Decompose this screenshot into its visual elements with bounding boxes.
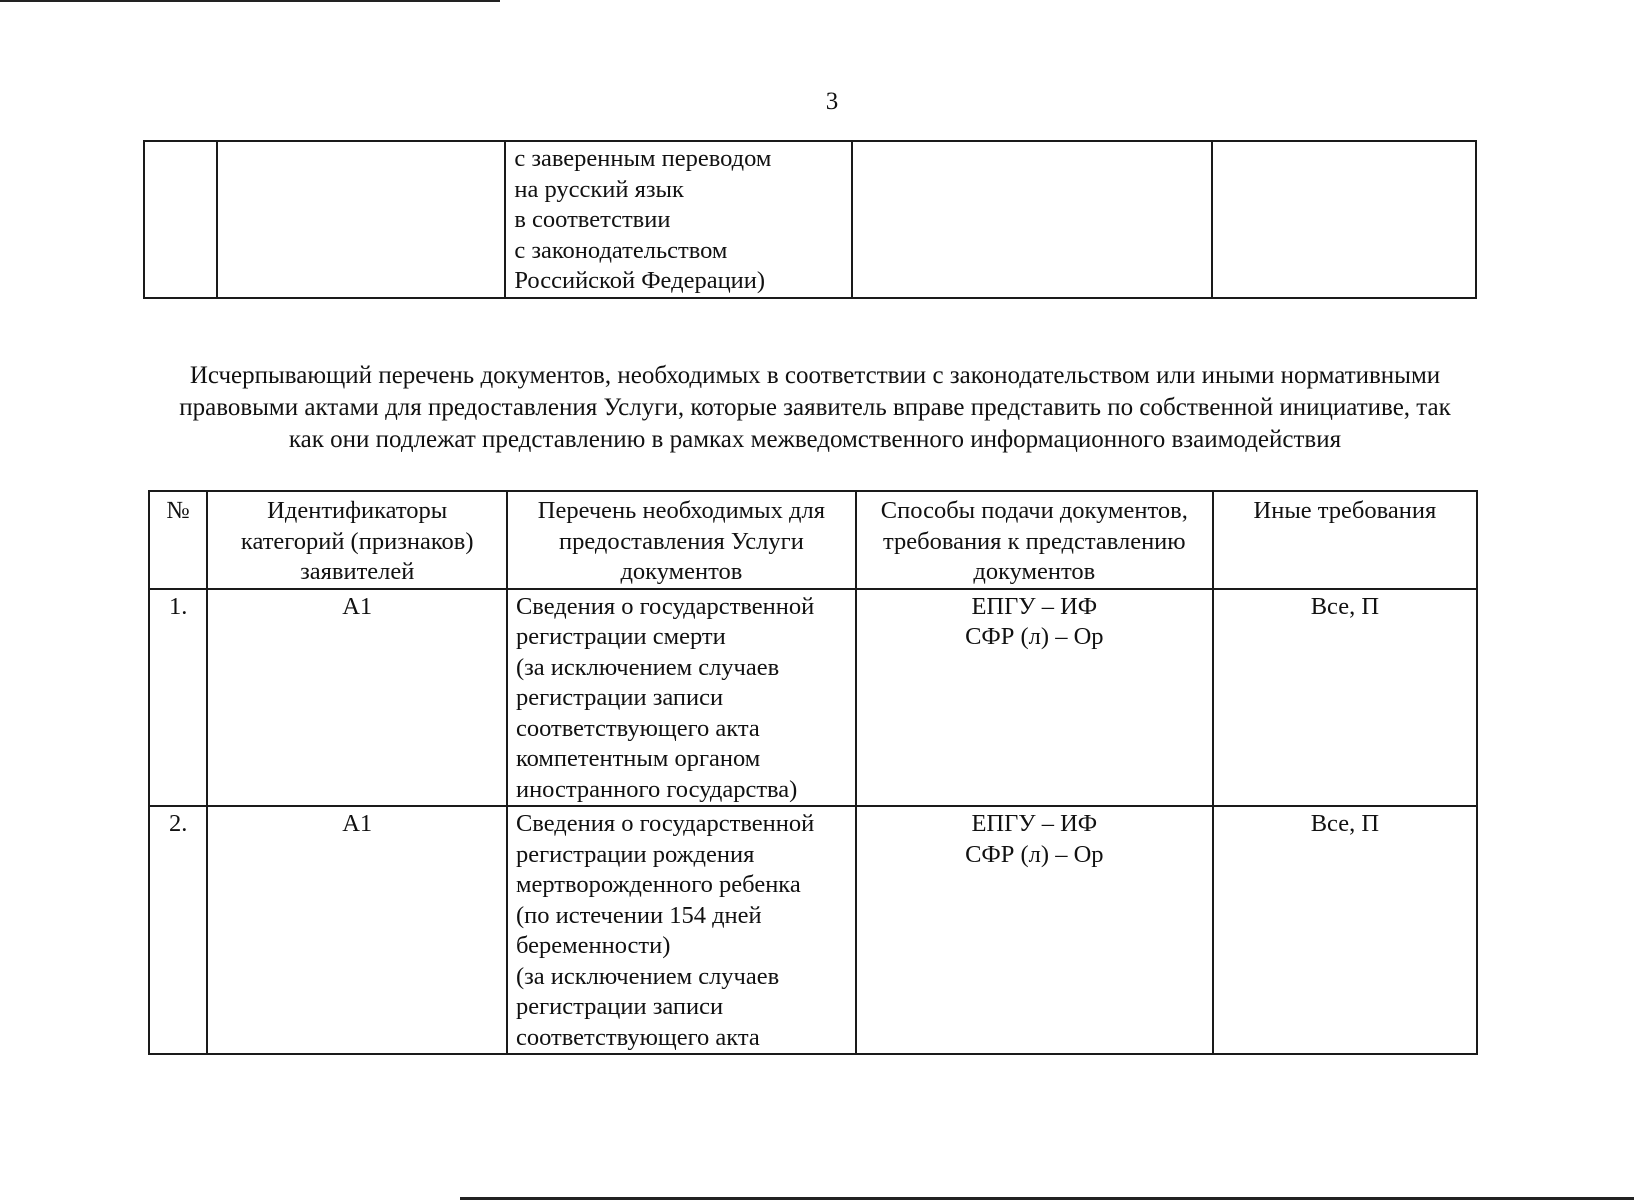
header-line: заявителей — [300, 558, 415, 585]
header-documents — [507, 491, 856, 589]
document-line: (за исключением случаев — [515, 653, 780, 681]
header-line: Иные требования — [1253, 497, 1437, 524]
document-line: беременности) — [515, 932, 671, 959]
method-line: СФР (л) – Ор — [965, 840, 1104, 868]
documents-table — [148, 490, 1478, 1055]
header-line: категорий (признаков) — [240, 527, 474, 555]
page-number: 3 — [825, 88, 839, 115]
header-line: Способы подачи документов, — [880, 497, 1188, 524]
row-documents — [507, 806, 856, 1054]
document-line: компетентным органом — [515, 745, 761, 772]
table-row — [144, 141, 1476, 298]
document-text-line: Российской Федерации) — [514, 267, 766, 294]
method-line: ЕПГУ – ИФ — [971, 810, 1098, 837]
header-num: № — [149, 491, 207, 589]
document-line: соответствующего акта — [515, 714, 760, 742]
table-header-row — [149, 491, 1477, 589]
continuation-table — [143, 140, 1477, 299]
heading-line: как они подлежат представлению в рамках межведомственного информационного взаимодействия — [288, 426, 1342, 453]
document-line: (за исключением случаев — [515, 962, 780, 990]
num-cell — [144, 141, 217, 298]
document-line: Сведения о государственной — [515, 592, 815, 620]
document-line: регистрации записи — [515, 993, 724, 1020]
row-methods — [856, 589, 1213, 807]
row-methods — [856, 806, 1213, 1054]
method-line: ЕПГУ – ИФ — [971, 592, 1098, 620]
row-identifier: А1 — [207, 589, 506, 807]
header-line: предоставления Услуги — [558, 527, 804, 555]
document-line: Сведения о государственной — [515, 810, 815, 837]
document-line: мертворожденного ребенка — [515, 871, 801, 898]
document-text-line: с законодательством — [514, 236, 728, 264]
row-other: Все, П — [1213, 806, 1477, 1054]
document-line: регистрации записи — [515, 684, 724, 711]
method-cell — [852, 141, 1211, 298]
document-line: регистрации смерти — [515, 623, 726, 650]
header-identifiers — [207, 491, 506, 589]
scan-edge-top — [0, 0, 500, 2]
header-line: Идентификаторы — [267, 497, 448, 524]
row-other: Все, П — [1213, 589, 1477, 807]
row-num: 1. — [149, 589, 207, 807]
section-heading — [150, 360, 1480, 456]
document-text-line: в соответствии — [514, 206, 671, 233]
header-methods — [856, 491, 1213, 589]
document-text-line: на русский язык — [514, 175, 684, 203]
document-line: соответствующего акта — [515, 1023, 760, 1051]
header-line: документов — [620, 558, 743, 585]
document-line: иностранного государства) — [515, 775, 798, 803]
document-cell — [505, 141, 852, 298]
header-line: Перечень необходимых для — [537, 497, 825, 524]
header-other — [1213, 491, 1477, 589]
row-documents — [507, 589, 856, 807]
document-line: (по истечении 154 дней — [515, 901, 762, 929]
row-num: 2. — [149, 806, 207, 1054]
heading-line: правовыми актами для предоставления Услуги, которые заявитель вправе представить по собственной инициативе, так — [179, 394, 1451, 421]
heading-line: Исчерпывающий перечень документов, необходимых в соответствии с законодательством или иными нормативными — [189, 362, 1441, 389]
table-row — [149, 589, 1477, 807]
header-line: требования к представлению — [882, 527, 1186, 555]
row-identifier: А1 — [207, 806, 506, 1054]
document-line: регистрации рождения — [515, 840, 755, 868]
header-line: документов — [973, 558, 1096, 585]
identifier-cell — [217, 141, 505, 298]
document-text-line: с заверенным переводом — [514, 145, 772, 172]
table-row — [149, 806, 1477, 1054]
other-cell — [1212, 141, 1476, 298]
method-line: СФР (л) – Ор — [965, 623, 1104, 650]
